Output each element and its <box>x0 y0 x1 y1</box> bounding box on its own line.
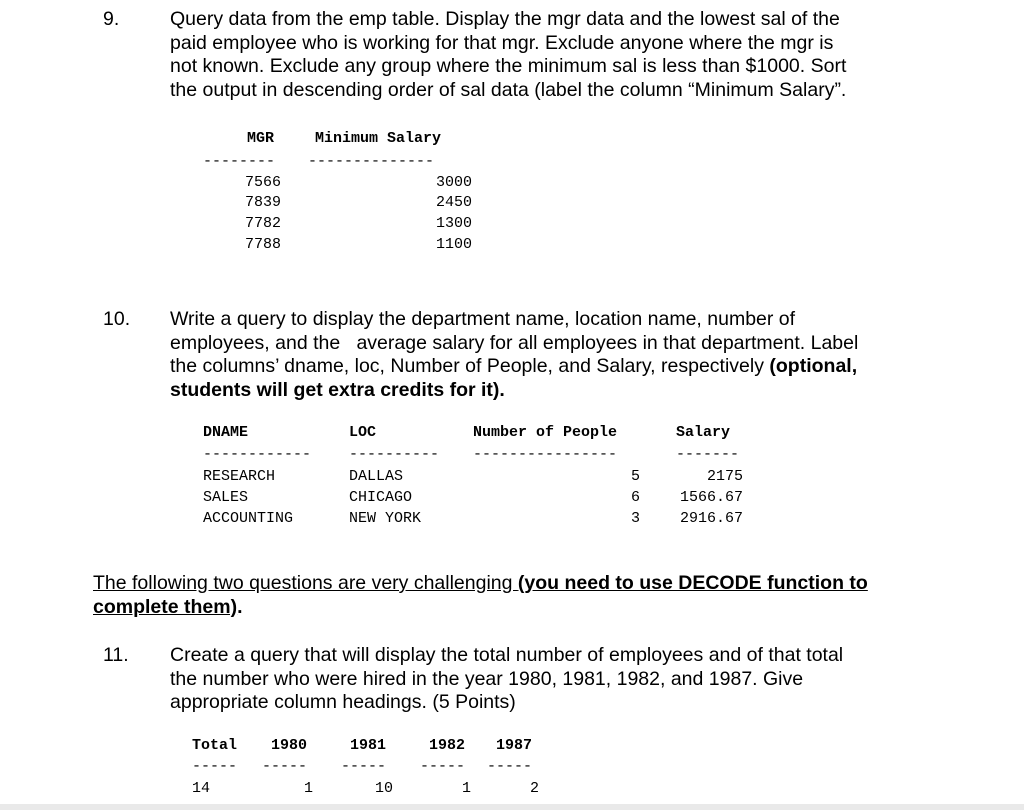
q9-line: paid employee who is working for that mgr. Exclude anyone where the mgr is <box>170 31 834 54</box>
q11-cell-total: 14 <box>192 780 211 797</box>
q10-dash-dname: ------------ <box>203 446 312 463</box>
question-9-text <box>170 8 930 102</box>
q10-dash-salary: ------- <box>676 446 740 463</box>
q11-dash: ----- <box>487 758 533 775</box>
question-11-number: 11. <box>103 644 129 666</box>
q9-line: the output in descending order of sal data (label the column “Minimum Salary”. <box>170 78 847 101</box>
q11-dash: ----- <box>192 758 238 775</box>
q10-line <box>170 355 930 379</box>
q11-header-1980: 1980 <box>271 737 308 754</box>
q11-line: appropriate column headings. (5 Points) <box>170 691 516 713</box>
q10-header-loc: LOC <box>349 424 377 441</box>
q10-cell-salary: 2916.67 <box>679 510 743 527</box>
question-9-number: 9. <box>103 8 120 30</box>
q9-cell-mgr: 7566 <box>244 174 281 191</box>
q11-cell-1982: 1 <box>461 780 471 797</box>
q10-cell-dname: SALES <box>203 489 249 506</box>
challenge-bold: (you need to use DECODE function to <box>517 572 868 594</box>
q10-cell-salary: 1566.67 <box>679 489 743 506</box>
q10-cell-loc: DALLAS <box>349 468 404 485</box>
challenge-end: . <box>237 595 243 618</box>
question-10-number: 10. <box>103 308 131 330</box>
q11-dash: ----- <box>420 758 466 775</box>
q9-dash-min-salary: -------------- <box>308 153 435 170</box>
q10-line: Write a query to display the department name, location name, number of <box>170 308 796 330</box>
q11-header-1987: 1987 <box>496 737 533 754</box>
question-11-text <box>170 644 930 715</box>
q9-line: Query data from the emp table. Display the mgr data and the lowest sal of the <box>170 8 840 30</box>
q11-dash: ----- <box>341 758 387 775</box>
q10-line4-bold: students will get extra credits for it). <box>170 378 505 401</box>
page-bottom-edge <box>0 804 1024 810</box>
q10-line: employees, and the average salary for all employees in that department. Label <box>170 331 859 354</box>
q9-cell-mgr: 7788 <box>244 236 281 253</box>
q10-cell-loc: NEW YORK <box>349 510 422 527</box>
q10-header-people: Number of People <box>473 424 618 441</box>
q11-cell-1980: 1 <box>303 780 313 797</box>
q9-cell-salary: 1100 <box>435 236 472 253</box>
q10-line3-bold: (optional, <box>769 355 858 377</box>
q9-cell-mgr: 7782 <box>244 215 281 232</box>
q11-cell-1987: 2 <box>529 780 539 797</box>
q10-cell-dname: ACCOUNTING <box>203 510 294 527</box>
q10-dash-people: ---------------- <box>473 446 618 463</box>
challenge-bold2: complete them) <box>93 595 238 618</box>
q11-header-1982: 1982 <box>429 737 466 754</box>
q9-header-mgr: MGR <box>247 130 275 147</box>
q10-line3-plain: the columns’ dname, loc, Number of People, and Salary, respectively <box>170 355 770 377</box>
q11-cell-1981: 10 <box>374 780 393 797</box>
q9-cell-salary: 2450 <box>435 194 472 211</box>
q10-line <box>170 379 930 403</box>
question-10-text <box>170 308 930 402</box>
q9-cell-mgr: 7839 <box>244 194 281 211</box>
q10-cell-people: 5 <box>630 468 640 485</box>
q9-line: not known. Exclude any group where the minimum sal is less than $1000. Sort <box>170 55 847 77</box>
challenge-note <box>93 572 933 619</box>
q11-dash: ----- <box>262 758 308 775</box>
q11-header-total: Total <box>192 737 238 754</box>
q9-cell-salary: 3000 <box>435 174 472 191</box>
challenge-line2 <box>93 596 933 620</box>
challenge-line1 <box>93 572 933 596</box>
q10-header-salary: Salary <box>676 424 731 441</box>
q11-line: Create a query that will display the total number of employees and of that total <box>170 644 844 666</box>
q11-header-1981: 1981 <box>350 737 387 754</box>
q10-dash-loc: ---------- <box>349 446 440 463</box>
q10-cell-people: 6 <box>630 489 640 506</box>
q10-cell-loc: CHICAGO <box>349 489 413 506</box>
challenge-plain: The following two questions are very challenging <box>93 572 518 594</box>
q10-cell-people: 3 <box>630 510 640 527</box>
q10-cell-dname: RESEARCH <box>203 468 276 485</box>
q11-line: the number who were hired in the year 1980, 1981, 1982, and 1987. Give <box>170 667 804 690</box>
q9-header-min-salary: Minimum Salary <box>315 130 442 147</box>
q10-cell-salary: 2175 <box>706 468 743 485</box>
q10-header-dname: DNAME <box>203 424 249 441</box>
q9-cell-salary: 1300 <box>435 215 472 232</box>
q9-dash-mgr: -------- <box>203 153 276 170</box>
